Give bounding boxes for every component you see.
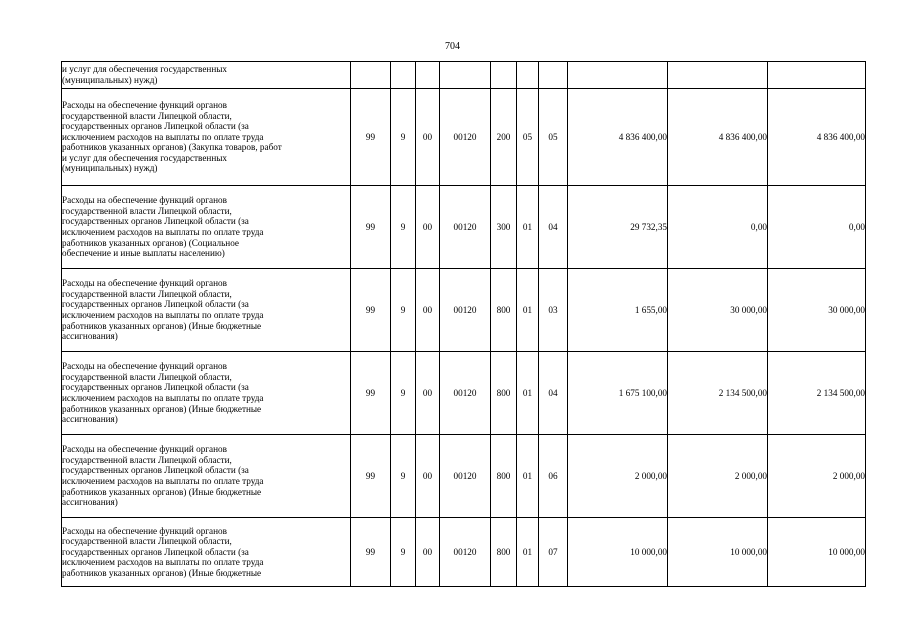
subprogram-code-cell: 9 — [391, 186, 416, 269]
main-activity-code-cell: 00 — [416, 186, 440, 269]
description-line: (муниципальных) нужд) — [62, 75, 158, 85]
expense-type-cell: 300 — [491, 186, 517, 269]
subsection-cell: 06 — [539, 435, 568, 518]
amount-year1-cell: 1 675 100,00 — [568, 352, 668, 435]
description-line: Расходы на обеспечение функций органов — [62, 525, 227, 536]
description-line: и услуг для обеспечения государственных — [62, 64, 227, 75]
program-code-cell: 99 — [351, 269, 391, 352]
description-line: ассигнования) — [62, 497, 118, 508]
direction-code-cell: 00120 — [440, 435, 491, 518]
description-line: работников указанных органов) (Иные бюджетные — [62, 486, 262, 497]
direction-code-cell: 00120 — [440, 352, 491, 435]
main-activity-code-cell — [416, 62, 440, 89]
subsection-cell: 04 — [539, 186, 568, 269]
main-activity-code-cell: 00 — [416, 518, 440, 587]
amount-year2-cell: 4 836 400,00 — [668, 89, 768, 186]
description-line: исключением расходов на выплаты по оплате труда — [62, 557, 264, 568]
description-line: государственной власти Липецкой области, — [62, 110, 232, 121]
page-number: 704 — [445, 41, 460, 52]
description-cell — [62, 62, 351, 89]
subprogram-code-cell: 9 — [391, 269, 416, 352]
main-activity-code-cell: 00 — [416, 89, 440, 186]
amount-year3-cell: 0,00 — [768, 186, 866, 269]
description-line: государственных органов Липецкой области (за — [62, 216, 249, 227]
direction-code-cell: 00120 — [440, 518, 491, 587]
amount-year1-cell: 2 000,00 — [568, 435, 668, 518]
main-activity-code-cell: 00 — [416, 435, 440, 518]
section-cell: 01 — [517, 186, 539, 269]
program-code-cell: 99 — [351, 435, 391, 518]
main-activity-code-cell: 00 — [416, 352, 440, 435]
amount-year2-cell: 10 000,00 — [668, 518, 768, 587]
description-line: Расходы на обеспечение функций органов — [62, 444, 227, 455]
description-line: государственной власти Липецкой области, — [62, 371, 232, 382]
direction-code-cell: 00120 — [440, 186, 491, 269]
description-line: работников указанных органов) (Закупка товаров, работ — [62, 142, 282, 153]
description-line: обеспечение и иные выплаты населению) — [62, 248, 225, 259]
description-line: исключением расходов на выплаты по оплате труда — [62, 393, 264, 403]
program-code-cell: 99 — [351, 352, 391, 435]
expense-type-cell: 800 — [491, 352, 517, 435]
amount-year2-cell: 2 000,00 — [668, 435, 768, 518]
program-code-cell — [351, 62, 391, 89]
table-row — [62, 352, 866, 435]
subsection-cell: 05 — [539, 89, 568, 186]
amount-year2-cell — [668, 62, 768, 89]
program-code-cell: 99 — [351, 186, 391, 269]
description-line: государственной власти Липецкой области, — [62, 536, 232, 547]
subsection-cell: 04 — [539, 352, 568, 435]
description-cell — [62, 186, 351, 269]
table-row — [62, 518, 866, 587]
amount-year2-cell: 30 000,00 — [668, 269, 768, 352]
subprogram-code-cell: 9 — [391, 518, 416, 587]
section-cell — [517, 62, 539, 89]
budget-table — [61, 61, 866, 587]
amount-year1-cell: 10 000,00 — [568, 518, 668, 587]
section-cell: 01 — [517, 269, 539, 352]
direction-code-cell: 00120 — [440, 269, 491, 352]
description-line: Расходы на обеспечение функций органов — [62, 361, 227, 372]
description-cell — [62, 518, 351, 587]
amount-year1-cell — [568, 62, 668, 89]
program-code-cell: 99 — [351, 89, 391, 186]
description-line: государственных органов Липецкой области (за — [62, 121, 249, 132]
section-cell: 01 — [517, 518, 539, 587]
subprogram-code-cell — [391, 62, 416, 89]
amount-year3-cell: 2 000,00 — [768, 435, 866, 518]
amount-year3-cell: 4 836 400,00 — [768, 89, 866, 186]
description-line: и услуг для обеспечения государственных — [62, 152, 227, 163]
description-line: государственных органов Липецкой области (за — [62, 299, 249, 310]
description-cell — [62, 352, 351, 435]
amount-year1-cell: 29 732,35 — [568, 186, 668, 269]
amount-year1-cell: 4 836 400,00 — [568, 89, 668, 186]
subprogram-code-cell: 9 — [391, 89, 416, 186]
description-line: ассигнования) — [62, 414, 118, 425]
description-line: работников указанных органов) (Иные бюджетные — [62, 320, 262, 331]
subsection-cell: 03 — [539, 269, 568, 352]
amount-year3-cell: 10 000,00 — [768, 518, 866, 587]
direction-code-cell: 00120 — [440, 89, 491, 186]
description-line: государственной власти Липецкой области, — [62, 454, 232, 465]
description-cell — [62, 269, 351, 352]
direction-code-cell — [440, 62, 491, 89]
description-line: исключением расходов на выплаты по оплате труда — [62, 476, 264, 486]
description-line: исключением расходов на выплаты по оплате труда — [62, 131, 264, 142]
expense-type-cell: 200 — [491, 89, 517, 186]
amount-year1-cell: 1 655,00 — [568, 269, 668, 352]
amount-year3-cell: 30 000,00 — [768, 269, 866, 352]
description-line: (муниципальных) нужд) — [62, 163, 158, 174]
description-line: ассигнования) — [62, 331, 118, 342]
amount-year2-cell: 2 134 500,00 — [668, 352, 768, 435]
section-cell: 05 — [517, 89, 539, 186]
table-row — [62, 269, 866, 352]
table-row — [62, 62, 866, 89]
table-row — [62, 186, 866, 269]
description-line: государственных органов Липецкой области (за — [62, 382, 249, 393]
program-code-cell: 99 — [351, 518, 391, 587]
description-line: работников указанных органов) (Иные бюджетные — [62, 567, 262, 578]
expense-type-cell: 800 — [491, 518, 517, 587]
amount-year3-cell — [768, 62, 866, 89]
expense-type-cell — [491, 62, 517, 89]
amount-year2-cell: 0,00 — [668, 186, 768, 269]
description-line: государственных органов Липецкой области (за — [62, 546, 249, 557]
expense-type-cell: 800 — [491, 269, 517, 352]
description-line: государственных органов Липецкой области (за — [62, 465, 249, 476]
subsection-cell — [539, 62, 568, 89]
description-line: работников указанных органов) (Иные бюджетные — [62, 403, 262, 414]
subsection-cell: 07 — [539, 518, 568, 587]
amount-year3-cell: 2 134 500,00 — [768, 352, 866, 435]
description-line: государственной власти Липецкой области, — [62, 205, 232, 216]
description-cell — [62, 89, 351, 186]
section-cell: 01 — [517, 435, 539, 518]
description-line: государственной власти Липецкой области, — [62, 288, 232, 299]
subprogram-code-cell: 9 — [391, 352, 416, 435]
description-line: исключением расходов на выплаты по оплате труда — [62, 227, 264, 237]
main-activity-code-cell: 00 — [416, 269, 440, 352]
description-line: Расходы на обеспечение функций органов — [62, 99, 227, 110]
description-cell — [62, 435, 351, 518]
expense-type-cell: 800 — [491, 435, 517, 518]
description-line: исключением расходов на выплаты по оплате труда — [62, 310, 264, 320]
subprogram-code-cell: 9 — [391, 435, 416, 518]
section-cell: 01 — [517, 352, 539, 435]
table-row — [62, 435, 866, 518]
description-line: Расходы на обеспечение функций органов — [62, 195, 227, 206]
table-row — [62, 89, 866, 186]
description-line: работников указанных органов) (Социальное — [62, 237, 239, 248]
description-line: Расходы на обеспечение функций органов — [62, 278, 227, 289]
